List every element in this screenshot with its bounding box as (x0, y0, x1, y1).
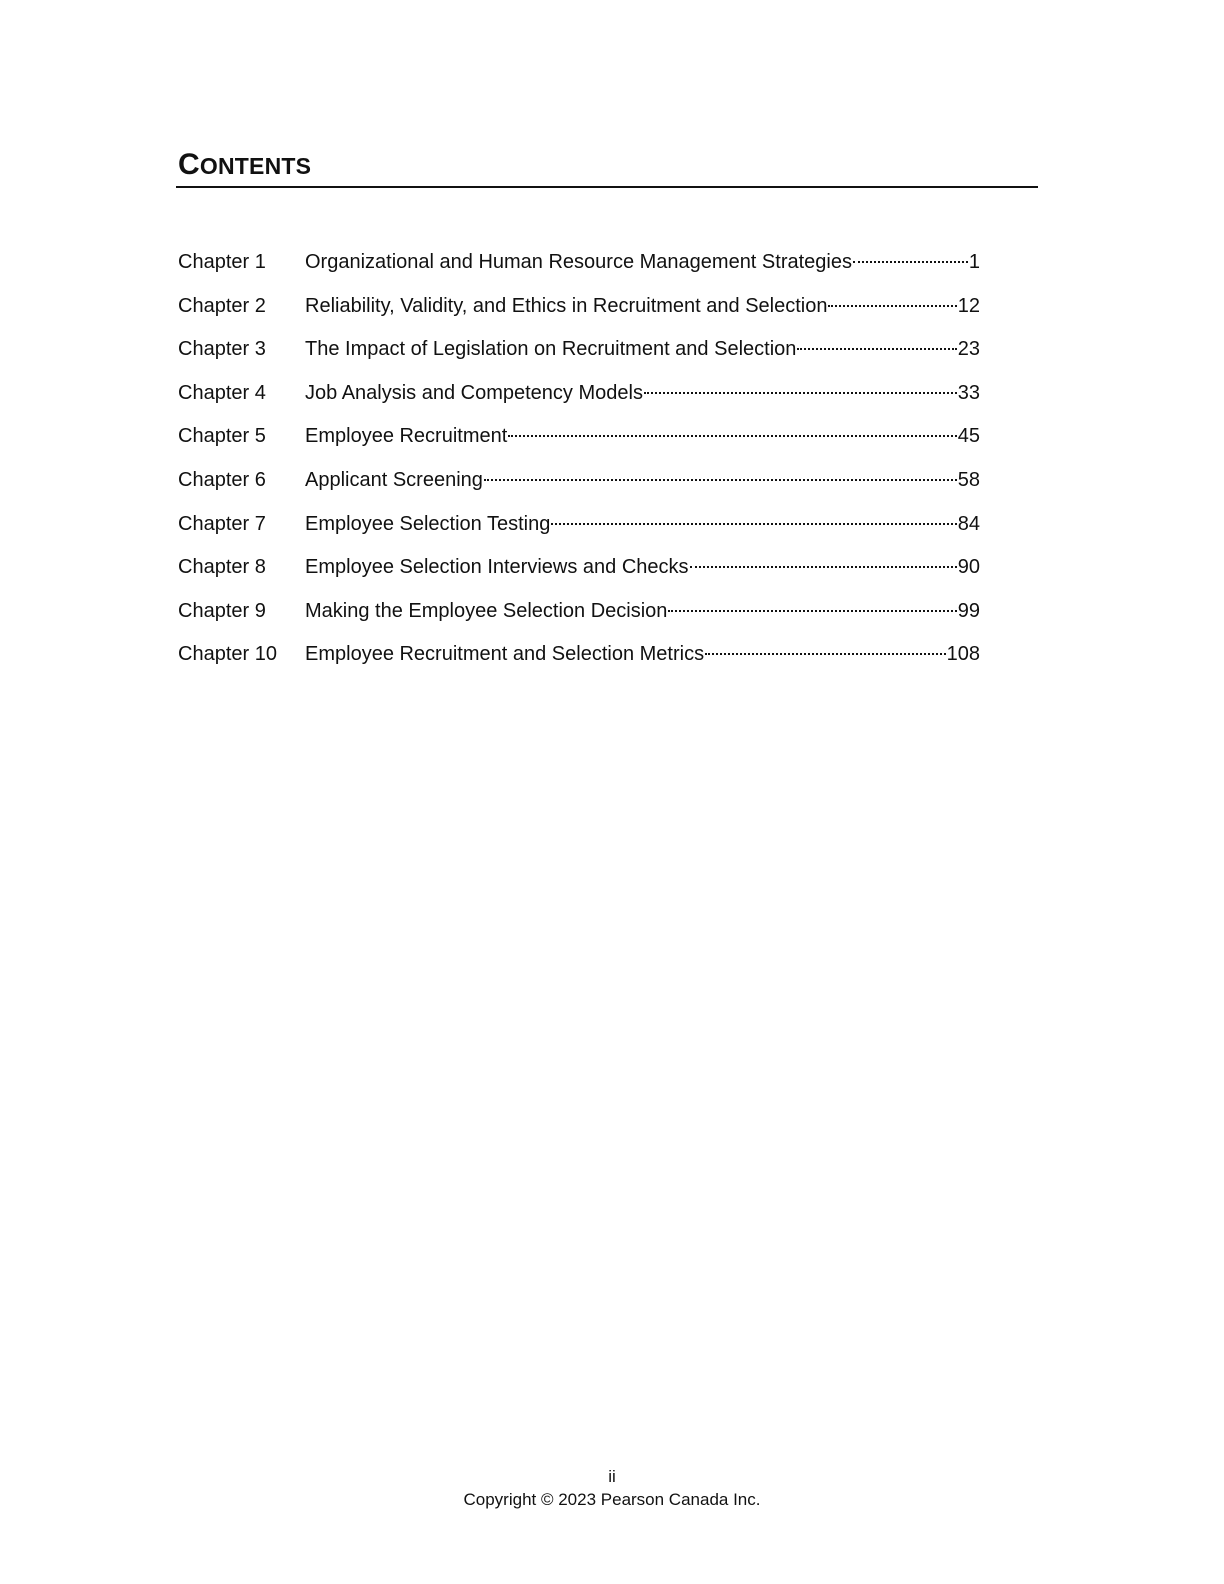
toc-chapter-label: Chapter 1 (178, 251, 266, 273)
toc-chapter-label: Chapter 10 (178, 643, 277, 666)
toc-entry-chapter-1[interactable] (178, 247, 980, 291)
toc-chapter-title: Employee Selection Testing (305, 512, 551, 535)
toc-page-number: 33 (957, 381, 980, 404)
toc-entry-chapter-10[interactable] (178, 639, 980, 683)
toc-chapter-title: Organizational and Human Resource Management Strategies (305, 251, 852, 273)
toc-page-number: 12 (957, 294, 980, 317)
toc-entry-chapter-6[interactable] (178, 465, 980, 509)
toc-entry-chapter-7[interactable] (178, 509, 980, 553)
toc-chapter-title: Employee Recruitment (305, 425, 508, 448)
toc-entry-chapter-3[interactable] (178, 334, 980, 378)
toc-entry-chapter-4[interactable] (178, 378, 980, 422)
toc-chapter-label: Chapter 9 (178, 599, 266, 622)
toc-chapter-label: Chapter 5 (178, 425, 266, 448)
toc-chapter-title: Applicant Screening (305, 468, 483, 491)
toc-chapter-label: Chapter 3 (178, 338, 266, 361)
toc-chapter-title: Employee Selection Interviews and Checks (305, 556, 689, 579)
footer-page-number: ii (608, 1467, 616, 1486)
toc-dot-leader (705, 653, 946, 655)
toc-chapter-label: Chapter 4 (178, 381, 266, 404)
title-divider (176, 186, 1038, 188)
toc-chapter-label: Chapter 6 (178, 468, 266, 491)
toc-dot-leader (853, 261, 968, 263)
table-of-contents (178, 247, 980, 683)
toc-page-number: 23 (957, 338, 980, 361)
toc-dot-leader (484, 479, 957, 481)
toc-page-number: 1 (968, 251, 980, 273)
toc-dot-leader (644, 392, 957, 394)
toc-entry-chapter-2[interactable] (178, 291, 980, 335)
toc-chapter-label: Chapter 8 (178, 556, 266, 579)
toc-dot-leader (690, 566, 957, 568)
page-title-initial: C (178, 148, 200, 181)
toc-dot-leader (668, 610, 956, 612)
toc-chapter-title: The Impact of Legislation on Recruitment and Selection (305, 338, 797, 361)
toc-dot-leader (828, 305, 956, 307)
toc-page-number: 99 (957, 599, 980, 622)
footer-copyright: Copyright © 2023 Pearson Canada Inc. (463, 1490, 761, 1509)
page-title (178, 148, 311, 183)
page-title-rest: ONTENTS (199, 153, 312, 179)
toc-chapter-title: Employee Recruitment and Selection Metrics (305, 643, 705, 666)
toc-page-number: 108 (946, 643, 980, 666)
toc-page-number: 84 (957, 512, 980, 535)
toc-entry-chapter-8[interactable] (178, 552, 980, 596)
toc-dot-leader (551, 523, 956, 525)
toc-chapter-title: Making the Employee Selection Decision (305, 599, 668, 622)
toc-chapter-label: Chapter 2 (178, 294, 266, 317)
toc-page-number: 90 (957, 556, 980, 579)
toc-dot-leader (508, 435, 956, 437)
toc-entry-chapter-9[interactable] (178, 596, 980, 640)
toc-page-number: 58 (957, 468, 980, 491)
toc-chapter-label: Chapter 7 (178, 512, 266, 535)
toc-chapter-title: Reliability, Validity, and Ethics in Recruitment and Selection (305, 294, 828, 317)
toc-page-number: 45 (957, 425, 980, 448)
toc-dot-leader (797, 348, 956, 350)
toc-entry-chapter-5[interactable] (178, 421, 980, 465)
toc-chapter-title: Job Analysis and Competency Models (305, 381, 643, 404)
